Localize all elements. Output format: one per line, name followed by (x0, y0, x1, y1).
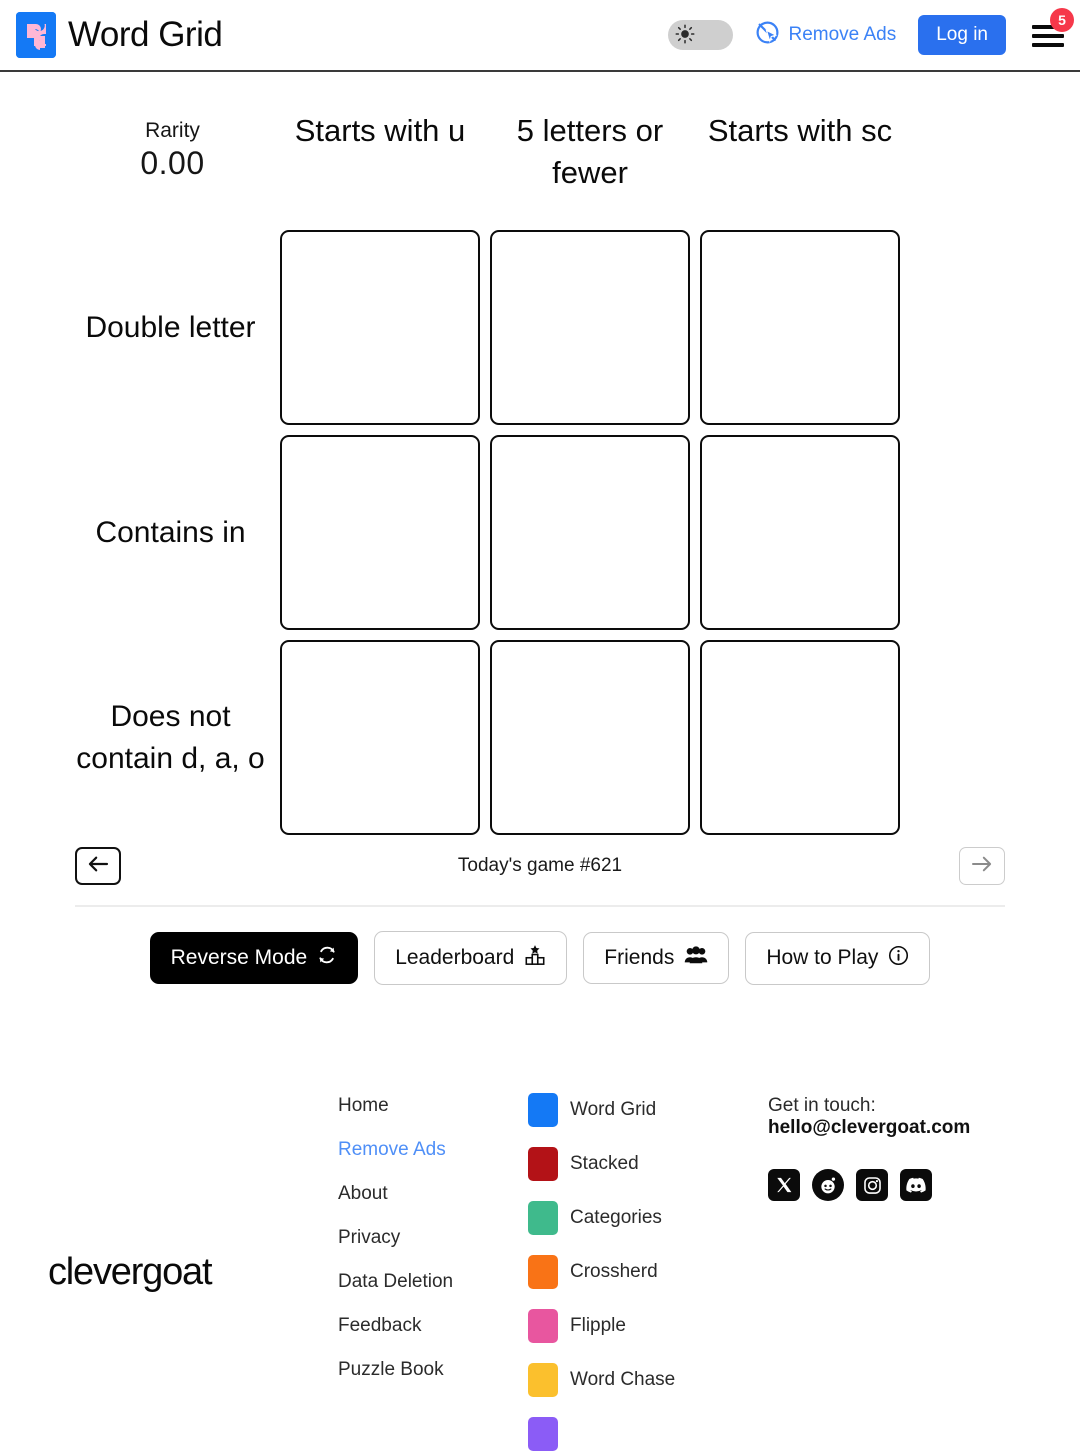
footer-contact-column (768, 1075, 1032, 1451)
game-navigation (75, 847, 1005, 885)
menu-bar (1032, 34, 1064, 38)
header-actions (668, 12, 1066, 55)
reverse-mode-button[interactable] (150, 932, 359, 984)
game-label: Stacked (570, 1153, 639, 1174)
game-label: Crossherd (570, 1261, 658, 1282)
site-footer (0, 1075, 1080, 1451)
puzzle-piece-icon (528, 1201, 558, 1235)
column-header-3: Starts with sc (707, 113, 893, 148)
grid-cell-r1c1[interactable] (280, 230, 480, 425)
next-game-button[interactable] (959, 847, 1005, 885)
footer-game-flipple[interactable] (528, 1309, 758, 1343)
action-label: Friends (604, 946, 675, 969)
leaderboard-button[interactable] (374, 931, 567, 985)
people-group-icon (684, 945, 708, 971)
remove-ads-label: Remove Ads (788, 24, 897, 45)
footer-link-privacy[interactable]: Privacy (338, 1227, 401, 1248)
app-title: Word Grid (68, 15, 223, 54)
grid-cell-r2c3[interactable] (700, 435, 900, 630)
social-links (768, 1169, 1032, 1201)
row-header-2: Contains in (95, 515, 246, 549)
game-label: Flipple (570, 1315, 626, 1336)
footer-games-column (528, 1075, 758, 1451)
friends-button[interactable] (583, 932, 729, 984)
discord-icon[interactable] (900, 1169, 932, 1201)
instagram-icon[interactable] (856, 1169, 888, 1201)
wordmark-text: clevergoat (48, 1250, 212, 1293)
ad-block-cursor-icon (755, 20, 780, 51)
puzzle-piece-icon (528, 1255, 558, 1289)
rarity-label: Rarity (145, 118, 200, 142)
info-circle-icon (888, 945, 909, 972)
action-label: How to Play (766, 946, 879, 969)
column-header-2: 5 letters or fewer (516, 113, 664, 190)
grid-cell-r2c1[interactable] (280, 435, 480, 630)
puzzle-piece-icon (528, 1093, 558, 1127)
game-number-label: Today's game #621 (457, 855, 623, 876)
row-header-1: Double letter (85, 310, 256, 344)
menu-notification-badge: 5 (1050, 8, 1074, 32)
grid-cell-r1c2[interactable] (490, 230, 690, 425)
arrow-left-icon (87, 852, 109, 880)
grid-cell-r2c2[interactable] (490, 435, 690, 630)
puzzle-piece-icon (528, 1147, 558, 1181)
remove-ads-link[interactable] (755, 20, 896, 51)
puzzle-piece-icon (16, 12, 56, 58)
footer-game-next[interactable] (528, 1417, 758, 1451)
footer-link-data-deletion[interactable]: Data Deletion (338, 1271, 454, 1292)
footer-link-column (338, 1075, 518, 1451)
footer-game-word-grid[interactable] (528, 1093, 758, 1127)
action-button-row (75, 931, 1005, 985)
game-label: Categories (570, 1207, 662, 1228)
menu-bar (1032, 43, 1064, 47)
brand[interactable] (16, 12, 222, 58)
how-to-play-button[interactable] (745, 932, 930, 985)
hamburger-menu-icon[interactable] (1030, 12, 1066, 52)
footer-game-word-chase[interactable] (528, 1363, 758, 1397)
grid-cell-r3c1[interactable] (280, 640, 480, 835)
word-grid (75, 90, 1005, 835)
rarity-value: 0.00 (140, 144, 205, 181)
rarity-display (75, 90, 270, 220)
footer-game-categories[interactable] (528, 1201, 758, 1235)
action-label: Reverse Mode (170, 946, 308, 969)
puzzle-piece-icon (528, 1363, 558, 1397)
game-label: Word Chase (570, 1369, 676, 1390)
grid-cell-r1c3[interactable] (700, 230, 900, 425)
puzzle-piece-icon (528, 1309, 558, 1343)
grid-cell-r3c3[interactable] (700, 640, 900, 835)
game-label: Word Grid (570, 1099, 657, 1120)
column-header-1: Starts with u (294, 113, 466, 148)
footer-link-home[interactable]: Home (338, 1095, 389, 1116)
contact-prefix: Get in touch: (768, 1095, 876, 1116)
footer-link-about[interactable]: About (338, 1183, 388, 1204)
footer-game-crossherd[interactable] (528, 1255, 758, 1289)
puzzle-piece-icon (528, 1417, 558, 1451)
previous-game-button[interactable] (75, 847, 121, 885)
login-button[interactable]: Log in (918, 15, 1006, 55)
footer-link-feedback[interactable]: Feedback (338, 1315, 422, 1336)
row-header-3: Does not contain d, a, o (76, 700, 265, 775)
grid-cell-r3c2[interactable] (490, 640, 690, 835)
x-twitter-icon[interactable] (768, 1169, 800, 1201)
game-area (0, 90, 1080, 985)
refresh-cycle-icon (317, 945, 337, 971)
podium-icon (524, 944, 546, 972)
contact-line (768, 1095, 1032, 1139)
footer-link-puzzle-book[interactable]: Puzzle Book (338, 1359, 444, 1380)
reddit-icon[interactable] (812, 1169, 844, 1201)
clevergoat-wordmark (48, 1093, 328, 1451)
theme-toggle[interactable] (668, 20, 733, 50)
footer-link-remove-ads[interactable]: Remove Ads (338, 1139, 446, 1160)
section-divider (75, 905, 1005, 907)
app-header (0, 0, 1080, 72)
action-label: Leaderboard (395, 946, 515, 969)
sun-icon (675, 24, 695, 47)
arrow-right-icon (971, 852, 993, 880)
footer-game-stacked[interactable] (528, 1147, 758, 1181)
contact-email[interactable]: hello@clevergoat.com (768, 1117, 971, 1138)
